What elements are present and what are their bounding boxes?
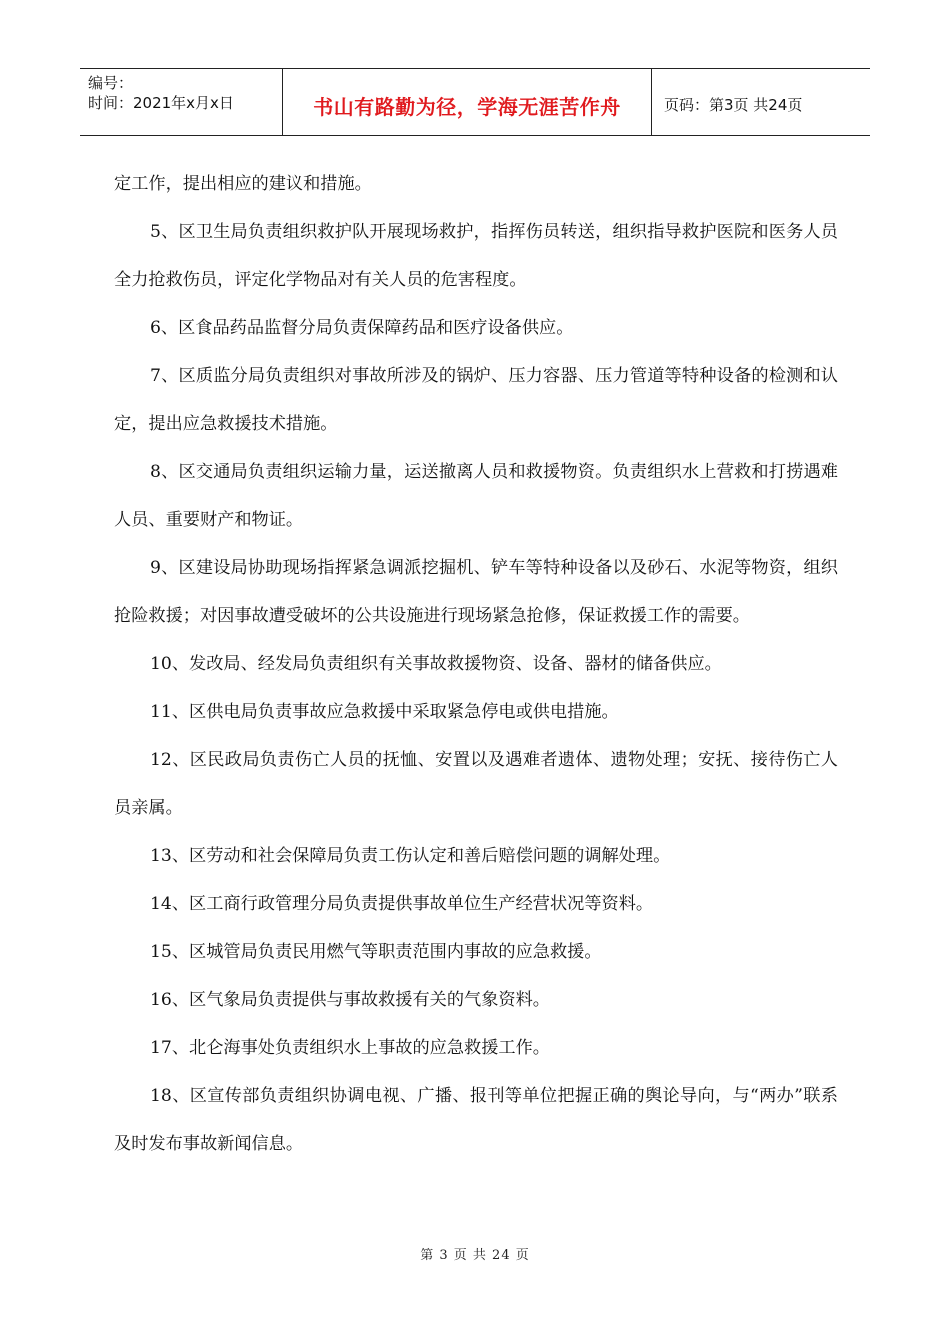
paragraph-item-15: 15、区城管局负责民用燃气等职责范围内事故的应急救援。 <box>150 942 602 962</box>
paragraph-item-11: 11、区供电局负责事故应急救援中采取紧急停电或供电措施。 <box>150 702 619 722</box>
paragraph-item-5: 5、区卫生局负责组织救护队开展现场救护，指挥伤员转送，组织指导救护医院和医务人员全力抢救伤员，评定化学物品对有关人员的危害程度。 <box>114 222 838 290</box>
paragraph-item-16: 16、区气象局负责提供与事故救援有关的气象资料。 <box>150 990 550 1010</box>
document-body <box>114 160 838 1168</box>
paragraph-item-18: 18、区宣传部负责组织协调电视、广播、报刊等单位把握正确的舆论导向，与“两办”联系及时发布事故新闻信息。 <box>114 1086 838 1154</box>
serial-label: 编号： <box>88 74 134 92</box>
paragraph-item-8: 8、区交通局负责组织运输力量，运送撤离人员和救援物资。负责组织水上营救和打捞遇难人员、重要财产和物证。 <box>114 462 838 530</box>
page-header <box>80 68 870 136</box>
page-footer: 第 3 页 共 24 页 <box>420 1248 530 1263</box>
paragraph-item-9: 9、区建设局协助现场指挥紧急调派挖掘机、铲车等特种设备以及砂石、水泥等物资，组织抢险救援；对因事故遭受破坏的公共设施进行现场紧急抢修，保证救援工作的需要。 <box>114 558 838 626</box>
paragraph-continuation: 定工作，提出相应的建议和措施。 <box>114 174 372 194</box>
header-meta <box>80 69 282 135</box>
paragraph-item-10: 10、发改局、经发局负责组织有关事故救援物资、设备、器材的储备供应。 <box>150 654 722 674</box>
paragraph-item-12: 12、区民政局负责伤亡人员的抚恤、安置以及遇难者遗体、遗物处理；安抚、接待伤亡人员亲属。 <box>114 750 838 818</box>
motto-text: 书山有路勤为径，学海无涯苦作舟 <box>313 94 621 119</box>
paragraph-item-13: 13、区劳动和社会保障局负责工伤认定和善后赔偿问题的调解处理。 <box>150 846 671 866</box>
paragraph-item-17: 17、北仑海事处负责组织水上事故的应急救援工作。 <box>150 1038 550 1058</box>
header-motto-cell <box>282 69 652 135</box>
time-label: 时间：2021年x月x日 <box>88 94 234 112</box>
paragraph-item-14: 14、区工商行政管理分局负责提供事故单位生产经营状况等资料。 <box>150 894 654 914</box>
paragraph-item-6: 6、区食品药品监督分局负责保障药品和医疗设备供应。 <box>150 318 574 338</box>
header-page-info: 页码：第3页 共24页 <box>664 95 803 114</box>
paragraph-item-7: 7、区质监分局负责组织对事故所涉及的锅炉、压力容器、压力管道等特种设备的检测和认定，提出应急救援技术措施。 <box>114 366 838 434</box>
